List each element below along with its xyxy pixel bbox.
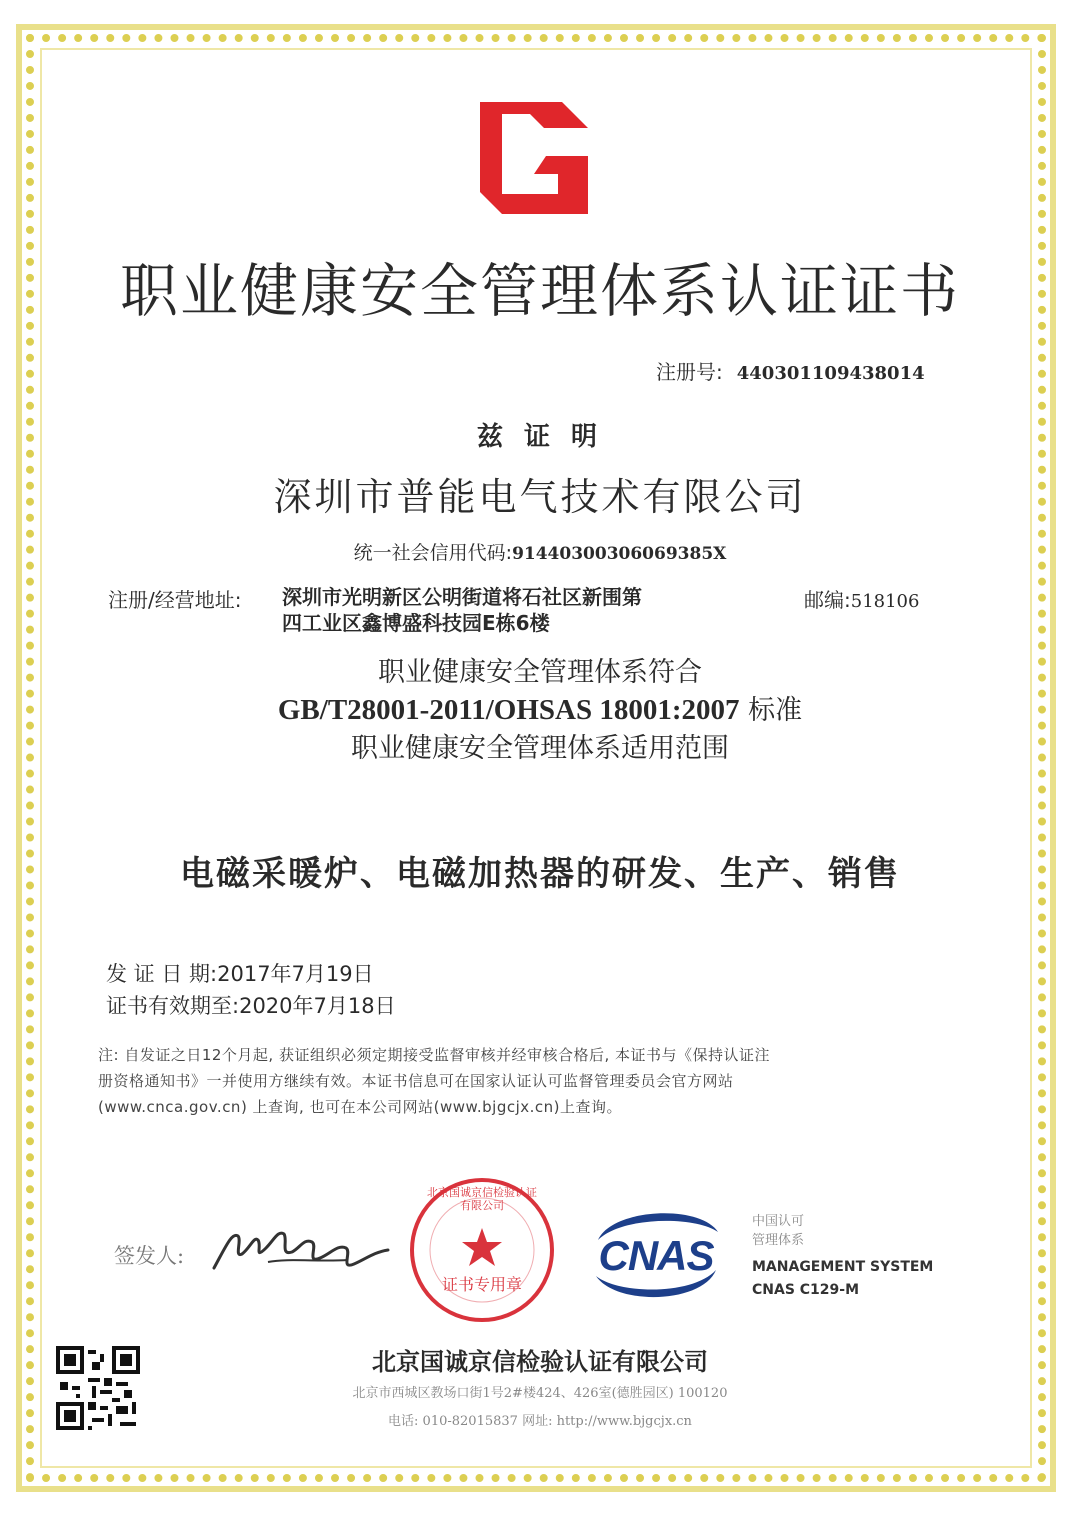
postcode-label: 邮编: xyxy=(804,588,851,612)
registration-number xyxy=(656,356,925,385)
scope-text: 电磁采暖炉、电磁加热器的研发、生产、销售 xyxy=(180,854,900,894)
seal-ring-text: 北京国诚京信检验认证有限公司 xyxy=(427,1186,537,1212)
cnas-logo-text: CNAS xyxy=(598,1232,714,1279)
issuer-address: 北京市西城区教场口街1号2#楼424、426室(德胜园区) 100120 xyxy=(352,1386,728,1401)
valid-until-value: 2020年7月18日 xyxy=(239,994,396,1018)
credit-code-value: 91440300306069385X xyxy=(512,544,727,564)
registration-value: 440301109438014 xyxy=(736,363,925,384)
address-label: 注册/经营地址: xyxy=(108,588,242,612)
signature-icon xyxy=(208,1218,392,1282)
cnas-chinese xyxy=(752,1212,804,1250)
cnas-en-line-2: CNAS C129-M xyxy=(752,1282,860,1298)
certificate-title: 职业健康安全管理体系认证证书 xyxy=(119,257,960,325)
note-line-3: (www.cnca.gov.cn) 上查询, 也可在本公司网站(www.bjgcjx.cn)上查询。 xyxy=(98,1098,623,1116)
dates-block xyxy=(106,958,396,1022)
postcode xyxy=(804,584,919,613)
qr-code-icon xyxy=(56,1346,140,1430)
standard-line xyxy=(0,688,1080,727)
issuer-contact: 电话: 010-82015837 网址: http://www.bjgcjx.cn xyxy=(388,1414,692,1429)
issue-date xyxy=(106,958,396,990)
cnas-cn-line-1: 中国认可 xyxy=(752,1214,805,1229)
conformity-statement: 职业健康安全管理体系符合 xyxy=(378,657,702,688)
valid-until-label: 证书有效期至: xyxy=(106,994,240,1018)
postcode-value: 518106 xyxy=(850,591,920,612)
credit-code-label: 统一社会信用代码: xyxy=(353,542,513,564)
issue-date-label: 发 证 日 期: xyxy=(106,962,218,986)
standard-code: GB/T28001-2011/OHSAS 18001:2007 xyxy=(277,694,740,726)
issue-date-value: 2017年7月19日 xyxy=(217,962,374,986)
hereby-certify: 兹 证 明 xyxy=(476,422,604,452)
credit-code xyxy=(0,538,1080,565)
address-line-2: 四工业区鑫博盛科技园E栋6楼 xyxy=(282,611,550,635)
company-name: 深圳市普能电气技术有限公司 xyxy=(273,475,807,519)
standard-suffix: 标准 xyxy=(748,695,803,726)
issuer-logo-icon xyxy=(472,98,592,216)
address-value xyxy=(282,584,762,636)
note-line-2: 册资格通知书》一并使用方继续有效。本证书信息可在国家认证认可监督管理委员会官方网站 xyxy=(98,1072,734,1090)
valid-until xyxy=(106,990,396,1022)
validity-note xyxy=(98,1042,978,1120)
cnas-english xyxy=(752,1256,933,1302)
address-line-1: 深圳市光明新区公明街道将石社区新围第 xyxy=(282,585,642,609)
signer-label: 签发人: xyxy=(114,1244,185,1268)
registration-label: 注册号: xyxy=(656,360,723,384)
note-line-1: 注: 自发证之日12个月起, 获证组织必须定期接受监督审核并经审核合格后, 本证书与《保持认证注 xyxy=(98,1046,770,1064)
scope-heading: 职业健康安全管理体系适用范围 xyxy=(351,733,729,764)
issuer-name: 北京国诚京信检验认证有限公司 xyxy=(372,1348,708,1376)
seal-bottom-text: 证书专用章 xyxy=(441,1275,522,1294)
cnas-en-line-1: MANAGEMENT SYSTEM xyxy=(752,1259,934,1275)
cnas-cn-line-2: 管理体系 xyxy=(752,1233,805,1248)
